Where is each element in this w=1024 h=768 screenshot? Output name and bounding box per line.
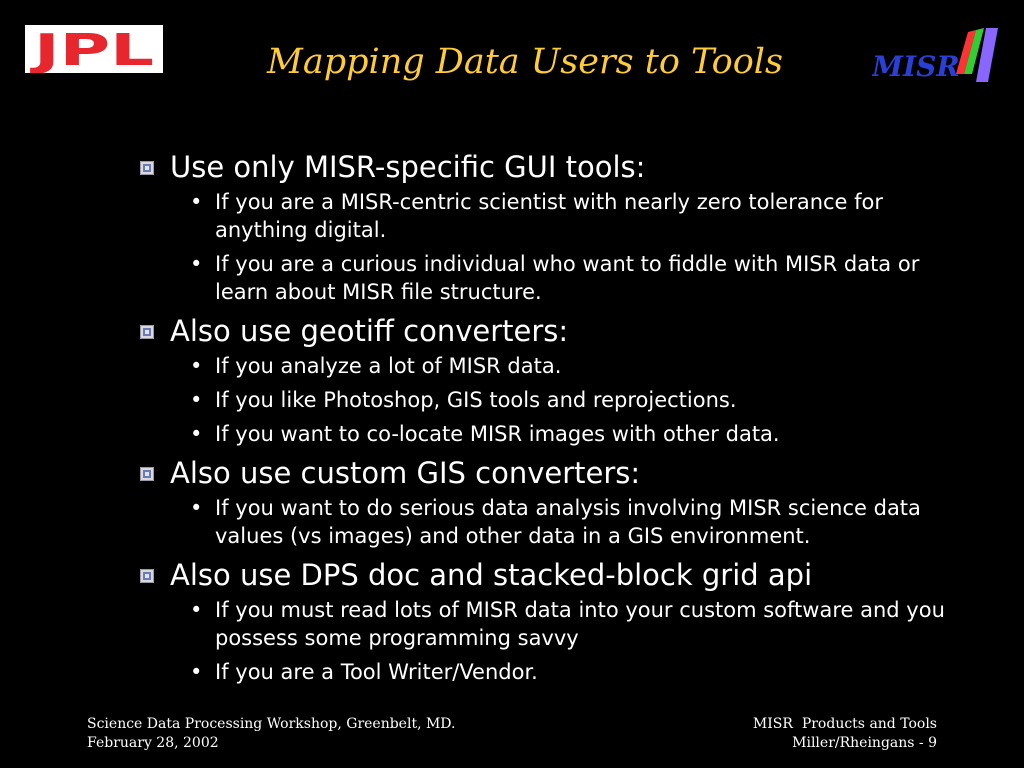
list-item: • If you are a Tool Writer/Vendor.	[190, 660, 538, 684]
dot-bullet-icon: •	[190, 252, 203, 276]
square-bullet-icon	[140, 161, 154, 175]
list-item: • If you like Photoshop, GIS tools and reprojections.	[190, 388, 737, 412]
square-bullet-icon	[140, 569, 154, 583]
misr-logo	[872, 26, 1000, 86]
bullet-group	[140, 556, 960, 686]
dot-bullet-icon: •	[190, 388, 203, 412]
list-item: • If you want to do serious data analysis involving MISR science data values (vs images) and other data in a GIS environment.	[190, 496, 921, 548]
footer-left	[87, 715, 455, 753]
bullet-heading: Use only MISR-specific GUI tools:	[140, 148, 960, 186]
bullet-heading: Also use DPS doc and stacked-block grid api	[140, 556, 960, 594]
list-item: • If you want to co-locate MISR images with other data.	[190, 422, 780, 446]
slide-content	[140, 148, 960, 692]
svg-text:JPL: JPL	[29, 25, 154, 73]
dot-bullet-icon: •	[190, 496, 203, 520]
list-item: • If you are a MISR-centric scientist with nearly zero tolerance for anything digital.	[190, 190, 884, 242]
bullet-heading: Also use custom GIS converters:	[140, 454, 960, 492]
slide-title: Mapping Data Users to Tools	[267, 42, 783, 82]
square-bullet-icon	[140, 325, 154, 339]
bullet-group	[140, 312, 960, 448]
dot-bullet-icon: •	[190, 598, 203, 622]
dot-bullet-icon: •	[190, 422, 203, 446]
svg-text:MISR: MISR	[872, 50, 960, 83]
footer-topic: MISR Products and Tools	[752, 716, 937, 732]
bullet-group	[140, 148, 960, 306]
bullet-heading: Also use geotiff converters:	[140, 312, 960, 350]
footer-right	[753, 715, 937, 753]
dot-bullet-icon: •	[190, 190, 203, 214]
footer-page-number: Miller/Rheingans - 9	[792, 735, 937, 751]
dot-bullet-icon: •	[190, 660, 203, 684]
footer-event: Science Data Processing Workshop, Greenbelt, MD.	[87, 716, 456, 732]
jpl-logo	[25, 25, 163, 73]
bullet-group	[140, 454, 960, 550]
dot-bullet-icon: •	[190, 354, 203, 378]
square-bullet-icon	[140, 467, 154, 481]
list-item: • If you are a curious individual who want to fiddle with MISR data or learn about MISR file structure.	[190, 252, 920, 304]
list-item: • If you must read lots of MISR data into your custom software and you possess some programming savvy	[190, 598, 945, 650]
list-item: • If you analyze a lot of MISR data.	[190, 354, 562, 378]
footer-date: February 28, 2002	[87, 735, 219, 751]
